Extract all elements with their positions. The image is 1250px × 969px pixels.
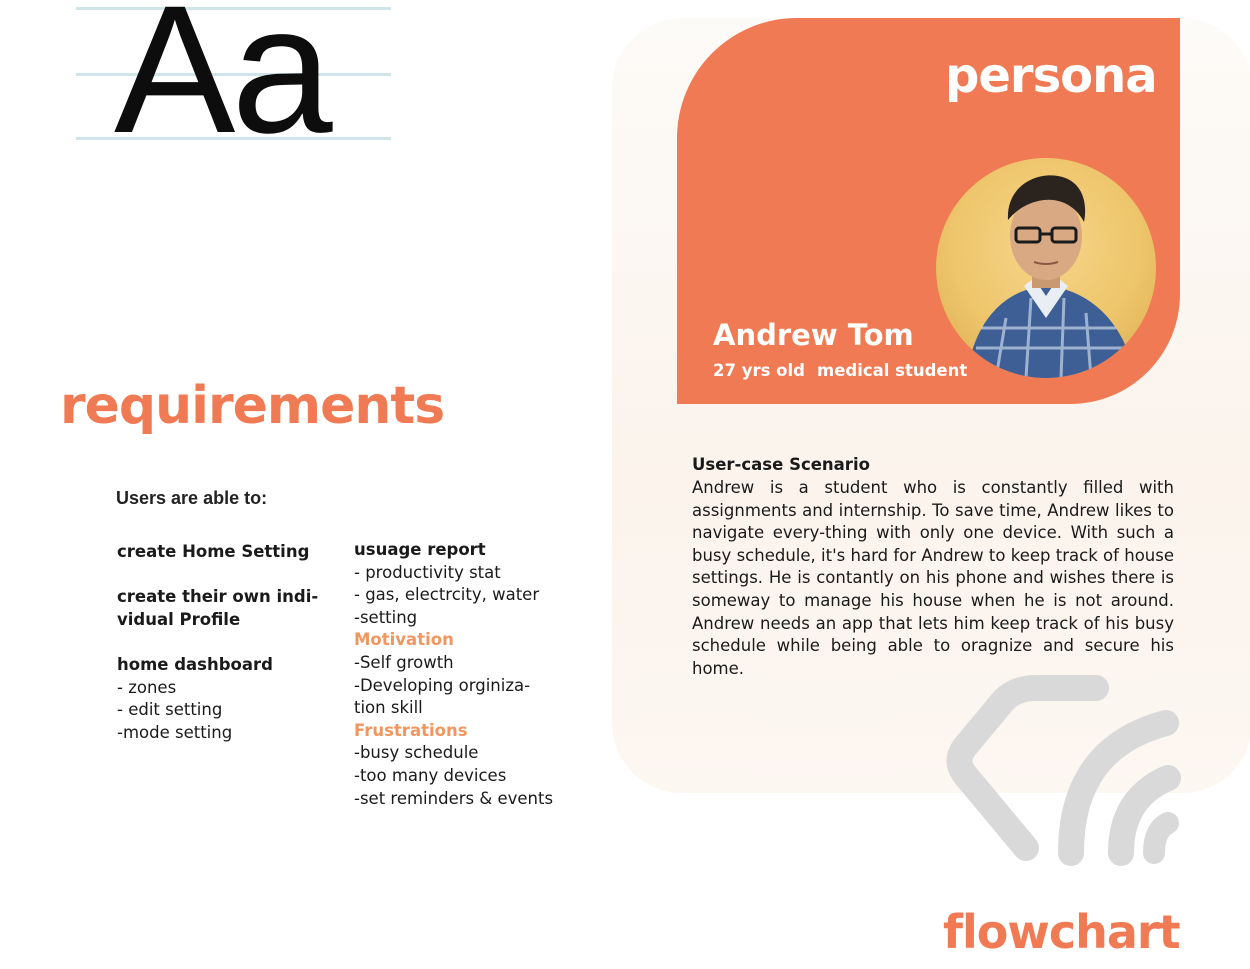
requirement-item: vidual Profile bbox=[117, 609, 241, 629]
requirement-item: -Self growth bbox=[354, 652, 454, 672]
requirement-item: -too many devices bbox=[354, 765, 507, 785]
typography-specimen: Aa bbox=[114, 0, 329, 171]
requirement-item: home dashboard bbox=[117, 654, 273, 674]
avatar bbox=[936, 158, 1156, 378]
persona-age: 27 yrs old bbox=[713, 361, 805, 380]
requirement-item: tion skill bbox=[354, 698, 423, 718]
requirement-spacer bbox=[117, 631, 318, 654]
smart-home-logo-icon bbox=[946, 668, 1196, 878]
requirements-intro: Users are able to: bbox=[116, 488, 268, 508]
requirements-heading: requirements bbox=[60, 376, 445, 436]
requirement-section-heading: Frustrations bbox=[354, 720, 468, 740]
requirement-item: - gas, electrcity, water bbox=[354, 585, 540, 605]
scenario-heading: User-case Scenario bbox=[692, 455, 870, 474]
persona-name: Andrew Tom bbox=[713, 318, 914, 352]
requirement-item: -set reminders & events bbox=[354, 788, 554, 808]
requirement-section-heading: Motivation bbox=[354, 630, 454, 650]
requirements-column-right bbox=[354, 539, 553, 810]
requirement-item: -busy schedule bbox=[354, 743, 479, 763]
requirement-spacer bbox=[117, 564, 318, 587]
requirement-item: - productivity stat bbox=[354, 562, 501, 582]
persona-occupation: medical student bbox=[817, 361, 968, 380]
persona-heading: persona bbox=[945, 48, 1157, 104]
requirement-item: -setting bbox=[354, 607, 418, 627]
scenario-body: Andrew is a student who is constantly filled with assignments and internship. To save time, Andrew likes to navigate every-thing with only one device. With such a busy schedule, it's hard for Andrew to keep track of house settings. He is contantly on his phone and wishes there is someway to manage his house when he is not around. Andrew needs an app that lets him keep track of his busy schedule while being able to oragnize and secure his home. bbox=[692, 478, 1174, 678]
requirement-item: create their own indi- bbox=[117, 587, 319, 607]
requirement-item: -Developing orginiza- bbox=[354, 675, 531, 695]
requirement-item: - edit setting bbox=[117, 700, 223, 720]
flowchart-heading: flowchart bbox=[943, 905, 1180, 959]
requirement-item: -mode setting bbox=[117, 722, 233, 742]
requirement-item: - zones bbox=[117, 677, 177, 697]
requirement-item: create Home Setting bbox=[117, 542, 310, 561]
requirements-column-left bbox=[117, 541, 318, 744]
person-photo-icon bbox=[936, 158, 1156, 378]
requirement-item: usuage report bbox=[354, 540, 486, 559]
